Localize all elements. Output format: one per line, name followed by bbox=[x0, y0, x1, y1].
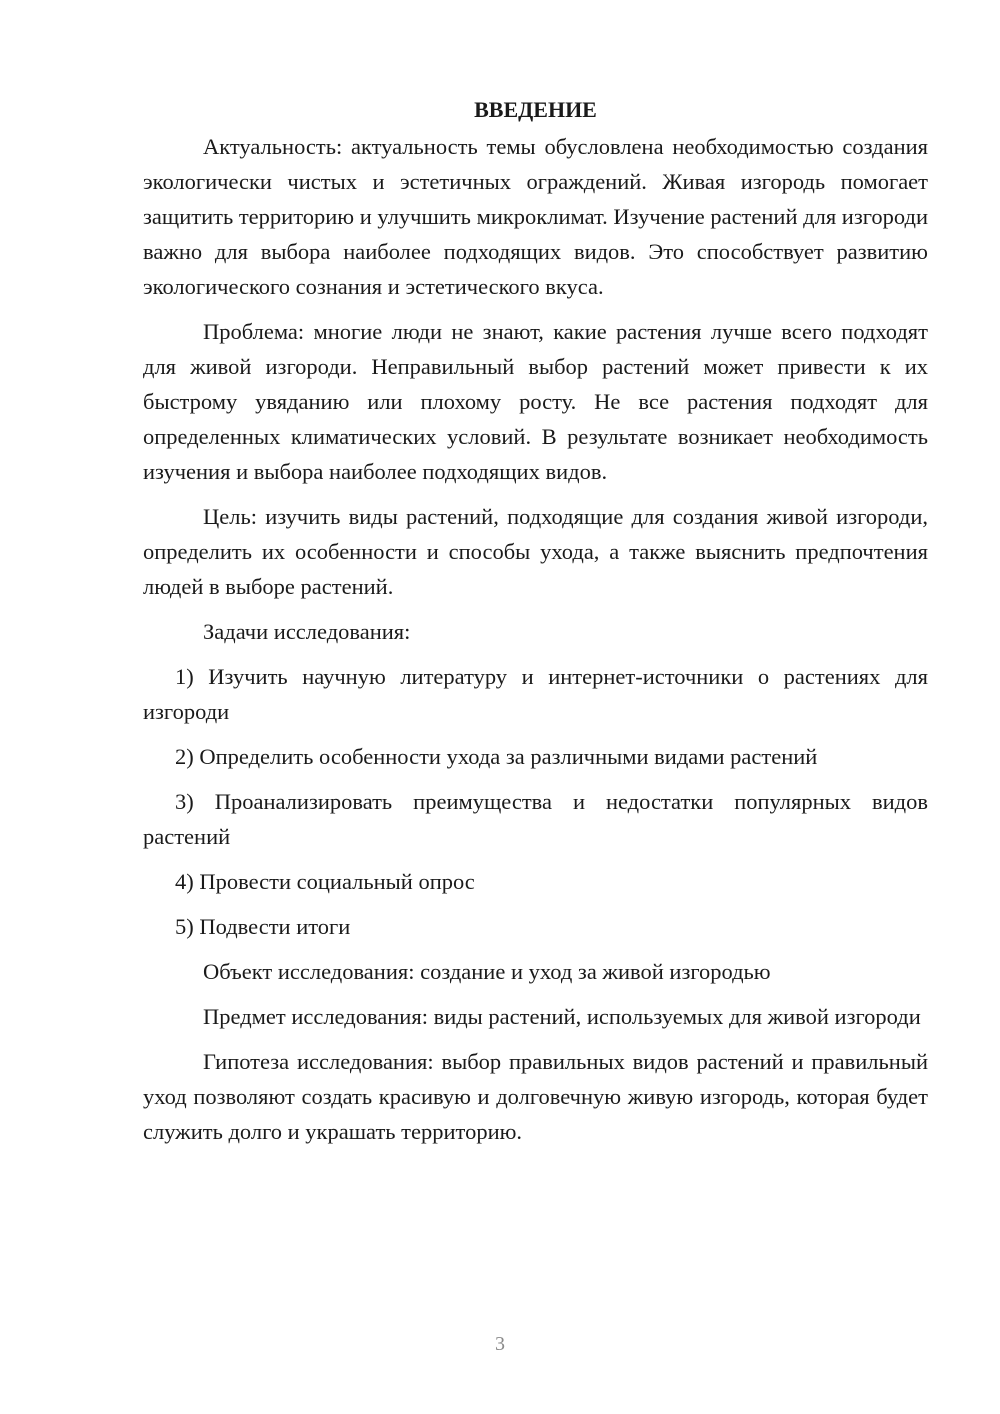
subject-paragraph: Предмет исследования: виды растений, используемых для живой изгороди bbox=[203, 1004, 921, 1029]
hypothesis-paragraph: Гипотеза исследования: выбор правильных видов растений и правильный уход позволяют создать красивую и долговечную живую изгородь, которая будет служить долго и украшать территорию. bbox=[143, 1049, 928, 1144]
list-item: 2) Определить особенности ухода за различными видами растений bbox=[175, 744, 818, 769]
problem-paragraph: Проблема: многие люди не знают, какие растения лучше всего подходят для живой изгороди. Неправильный выбор растений может привести к их быстрому увяданию или плохому росту. Не все растения подходят для определенных климатических условий. В результате возникает необходимость изучения и выбора наиболее подходящих видов. bbox=[143, 319, 928, 484]
goal-paragraph: Цель: изучить виды растений, подходящие для создания живой изгороди, определить их особенности и способы ухода, а также выяснить предпочтения людей в выборе растений. bbox=[143, 504, 928, 599]
page-number: 3 bbox=[495, 1333, 505, 1355]
object-paragraph: Объект исследования: создание и уход за живой изгородью bbox=[203, 959, 771, 984]
page-title: ВВЕДЕНИЕ bbox=[474, 97, 597, 122]
list-item: 3) Проанализировать преимущества и недостатки популярных видов растений bbox=[143, 789, 928, 849]
document-page bbox=[143, 92, 928, 1159]
relevance-paragraph: Актуальность: актуальность темы обусловлена необходимостью создания экологически чистых и эстетичных ограждений. Живая изгородь помогает защитить территорию и улучшить микроклимат. Изучение растений для изгороди важно для выбора наиболее подходящих видов. Это способствует развитию экологического сознания и эстетического вкуса. bbox=[143, 134, 928, 299]
list-item: 4) Провести социальный опрос bbox=[175, 869, 475, 894]
list-item: 1) Изучить научную литературу и интернет-источники о растениях для изгороди bbox=[143, 664, 928, 724]
tasks-list bbox=[143, 659, 928, 944]
list-item: 5) Подвести итоги bbox=[175, 914, 351, 939]
tasks-heading: Задачи исследования: bbox=[203, 619, 411, 644]
